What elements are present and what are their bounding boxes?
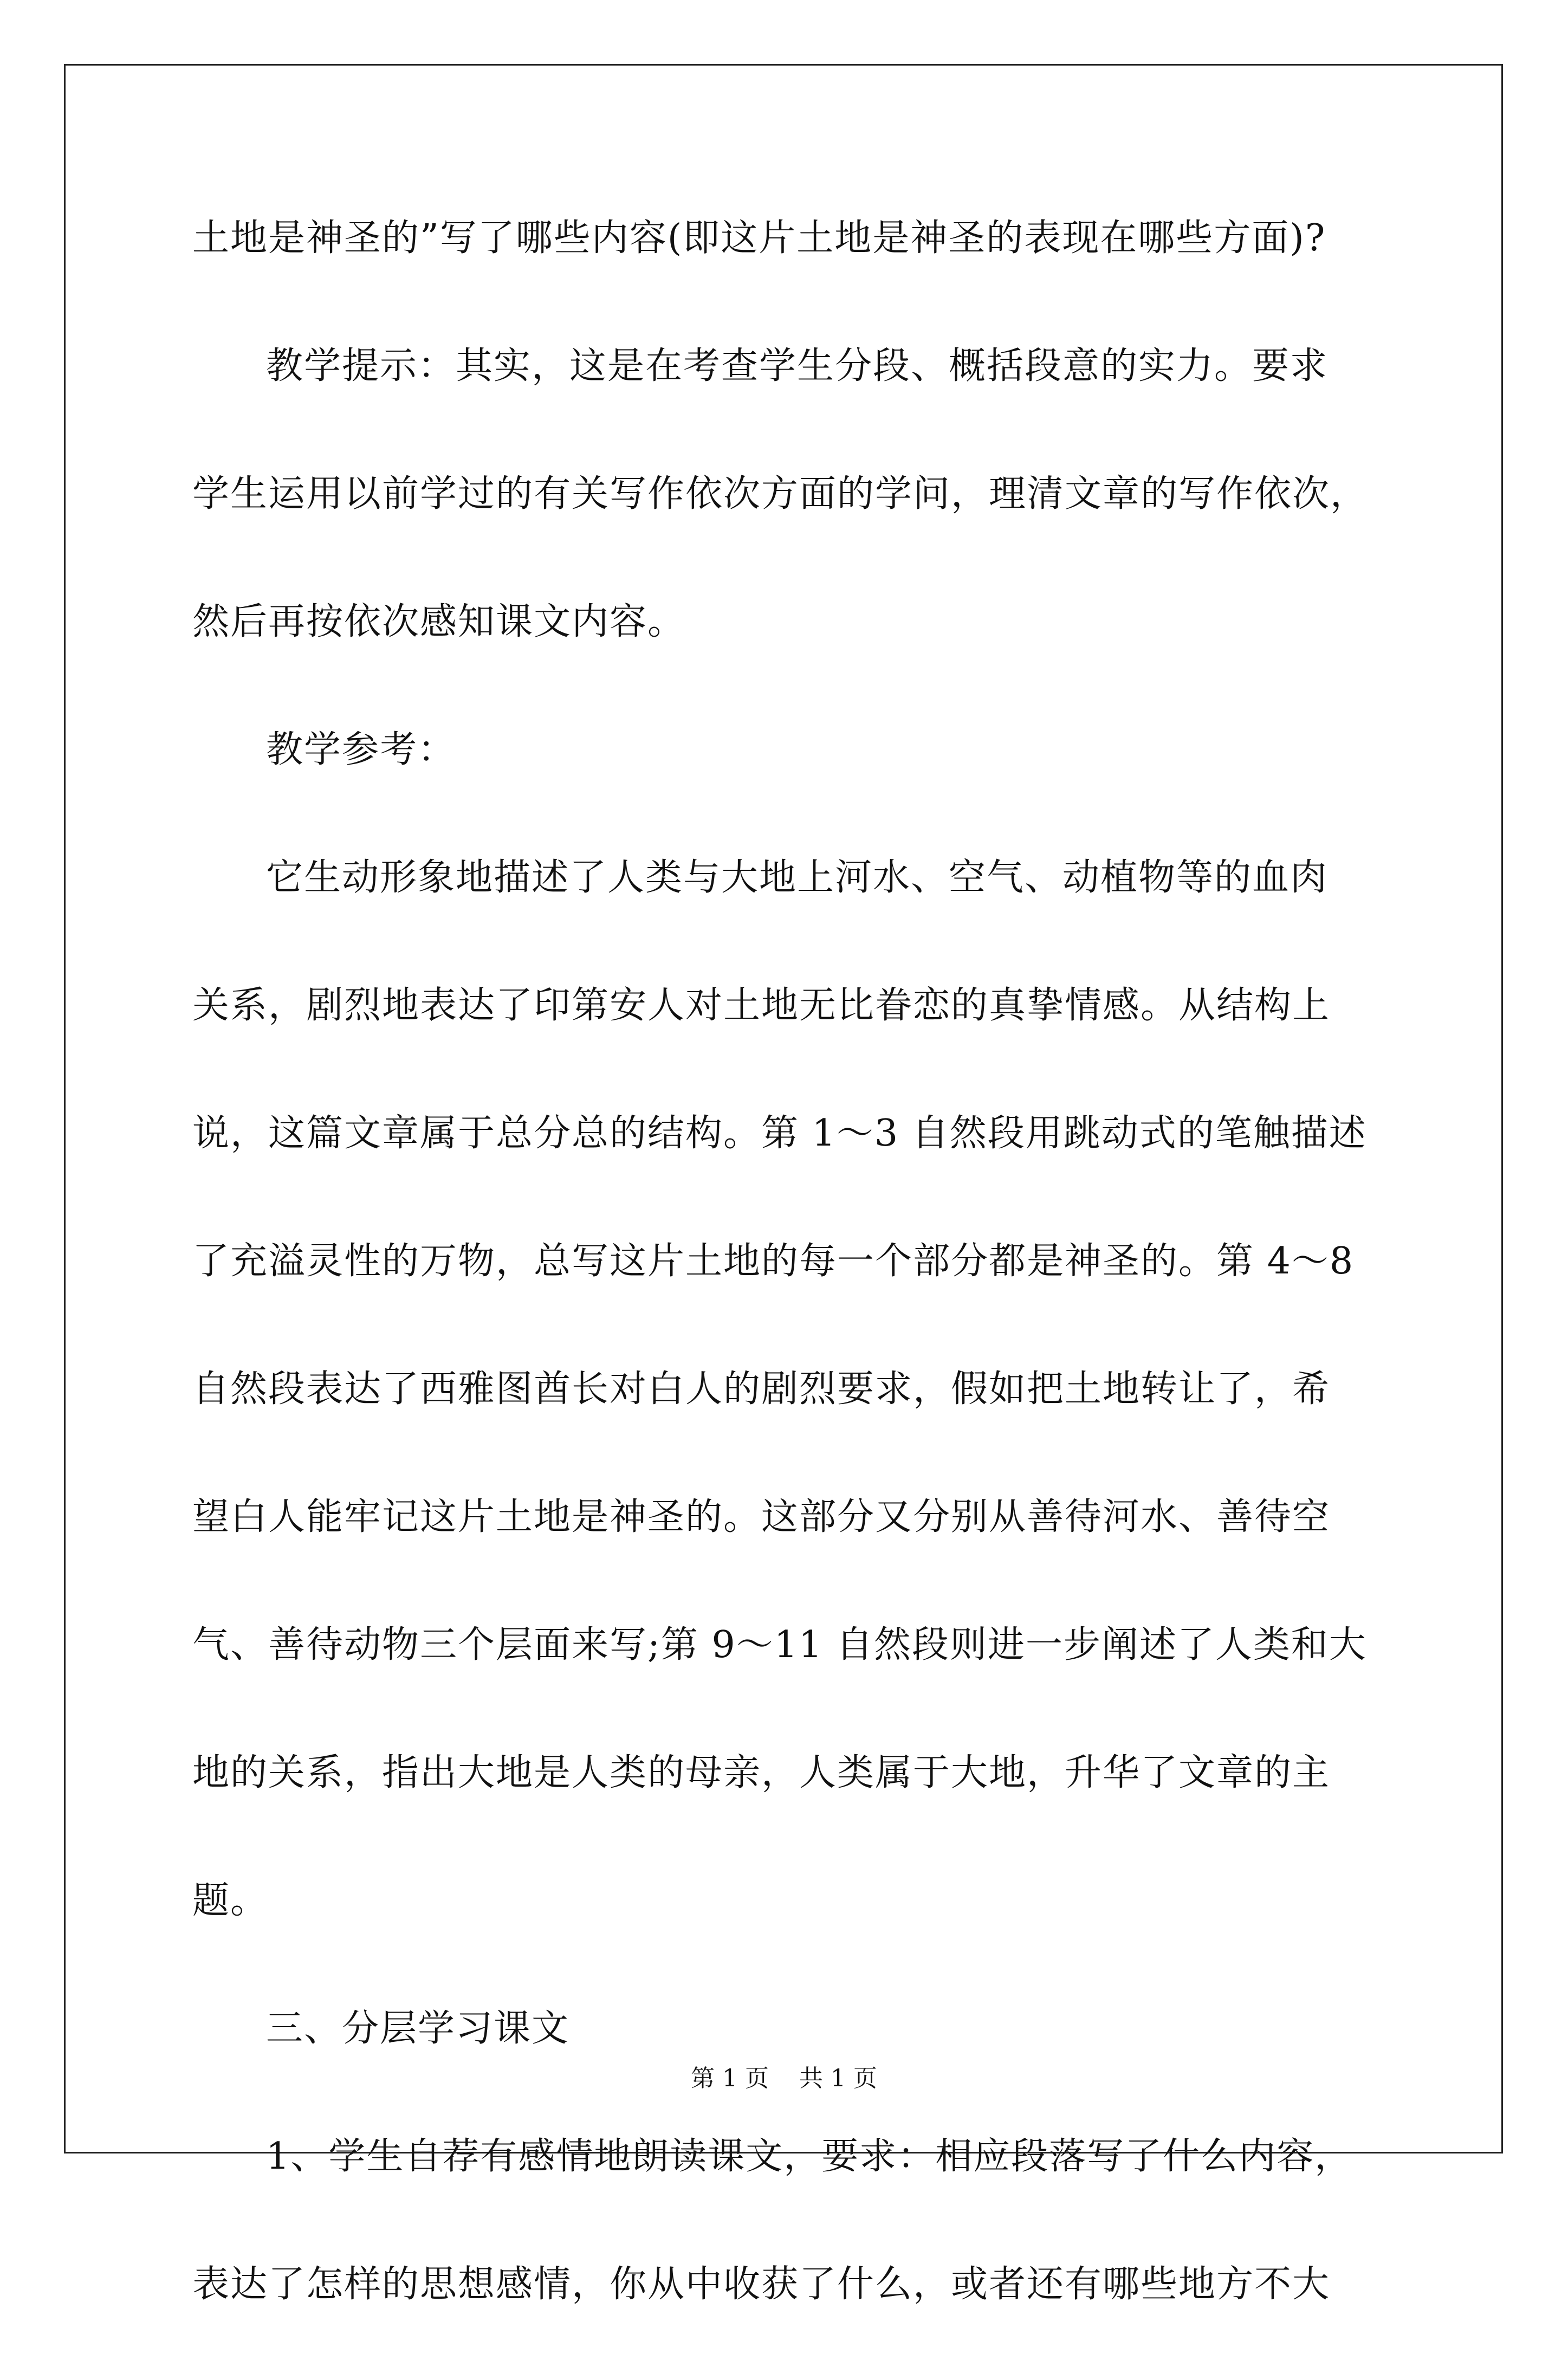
text-line: 表达了怎样的思想感情，你从中收获了什么，或者还有哪些地方不大 <box>192 2263 1331 2306</box>
text-line: 题。 <box>192 1879 269 1922</box>
text-line: 望白人能牢记这片土地是神圣的。这部分又分别从善待河水、善待空 <box>192 1496 1331 1538</box>
text-line: 关系，剧烈地表达了印第安人对土地无比眷恋的真挚情感。从结构上 <box>192 984 1331 1027</box>
text-line: 学生运用以前学过的有关写作依次方面的学问，理清文章的写作依次， <box>192 473 1369 515</box>
text-line: 三、分层学习课文 <box>266 2007 570 2050</box>
text-line: 它生动形象地描述了人类与大地上河水、空气、动植物等的血肉 <box>266 856 1329 899</box>
text-line: 然后再按依次感知课文内容。 <box>192 600 686 643</box>
text-line: 气、善待动物三个层面来写;第 9～11 自然段则进一步阐述了人类和大 <box>192 1624 1367 1666</box>
text-line: 自然段表达了西雅图酋长对白人的剧烈要求，假如把土地转让了，希 <box>192 1368 1331 1411</box>
text-line: 了充溢灵性的万物，总写这片土地的每一个部分都是神圣的。第 4～8 <box>192 1240 1355 1283</box>
text-line: 说，这篇文章属于总分总的结构。第 1～3 自然段用跳动式的笔触描述 <box>192 1112 1367 1155</box>
text-line: 教学参考： <box>266 728 456 771</box>
text-line: 土地是神圣的”写了哪些内容(即这片土地是神圣的表现在哪些方面)? <box>192 217 1326 260</box>
text-line: 地的关系，指出大地是人类的母亲，人类属于大地，升华了文章的主 <box>192 1751 1331 1794</box>
text-line: 1、学生自荐有感情地朗读课文，要求：相应段落写了什么内容， <box>266 2135 1353 2178</box>
text-line: 教学提示：其实，这是在考查学生分段、概括段意的实力。要求 <box>266 345 1329 387</box>
document-body <box>192 206 1376 2380</box>
page-footer: 第 1 页 共 1 页 <box>691 2065 877 2092</box>
